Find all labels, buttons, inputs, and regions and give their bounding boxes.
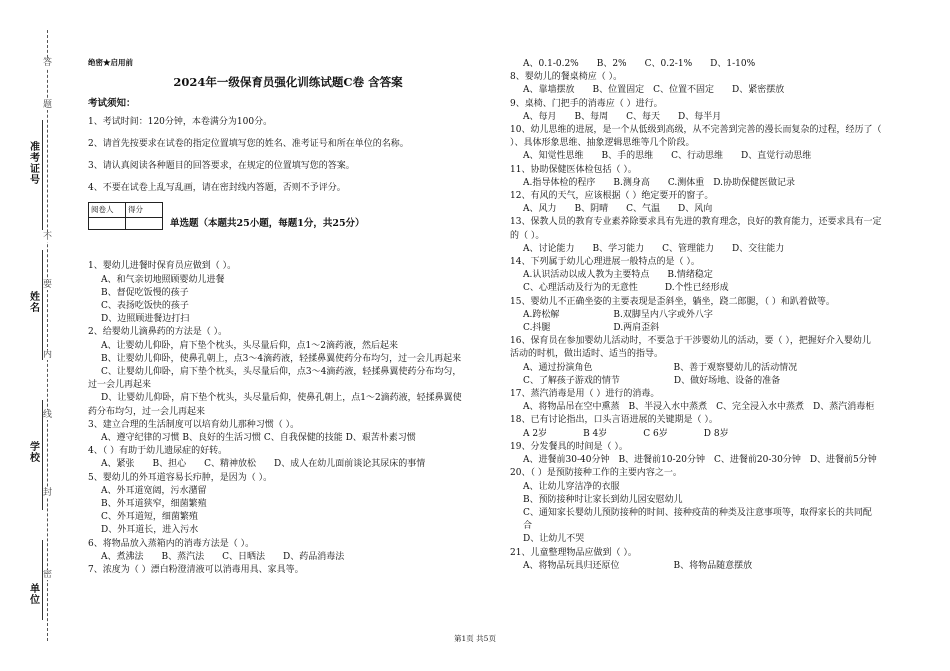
answer-option[interactable]: A、让婴幼儿仰卧，肩下垫个枕头，头尽量后仰，点1～2滴药液，然后起来 (101, 340, 398, 351)
question-block (88, 260, 488, 326)
answer-option[interactable]: B、督促吃饭慢的孩子 (101, 287, 189, 298)
question-list (88, 260, 488, 577)
option-continued: 过一会儿再起来 (88, 380, 152, 391)
question-stem: 9、桌椅、门把手的消毒应（ ）进行。 (510, 98, 663, 109)
name-field[interactable] (42, 250, 43, 360)
score-cell: 得分 (126, 203, 163, 217)
answer-option[interactable]: A、进餐前30-40分钟 B、进餐前10-20分钟 C、进餐前20-30分钟 D、进餐前5分钟 (523, 455, 877, 466)
question-block (510, 256, 935, 296)
section-title: 单选题（本题共25小题，每题1分，共25分） (170, 218, 365, 230)
question-block (510, 216, 935, 256)
option-continued: 合 (523, 521, 533, 532)
answer-option[interactable]: C、外耳道短，细菌繁殖 (101, 512, 198, 523)
page-title: 2024年一级保育员强化训练试题C卷 含答案 (173, 75, 403, 89)
page-footer: 第1页 共5页 (454, 634, 496, 643)
answer-option[interactable]: C.抖腿 D.两肩歪斜 (523, 323, 660, 334)
answer-option[interactable]: D、边照顾进餐边打扫 (101, 314, 190, 325)
score-input[interactable] (126, 217, 163, 229)
question-block (510, 58, 935, 71)
exam-number-field[interactable] (42, 120, 43, 230)
answer-option[interactable]: A、将物品玩具归还原位 B、将物品随意摆放 (523, 560, 753, 571)
unit-field[interactable] (42, 540, 43, 620)
question-block (88, 392, 488, 418)
answer-option[interactable]: A、每月 B、每周 C、每天 D、每半月 (523, 111, 722, 122)
exam-number-label: 准考证号 (30, 142, 40, 186)
seal-char: 要 (43, 280, 53, 290)
notice-item: 1、考试时间：120分钟，本卷满分为100分。 (88, 117, 273, 128)
secret-mark: 绝密★启用前 (88, 58, 133, 67)
seal-line (47, 30, 48, 641)
answer-option[interactable]: D、外耳道长，进入污水 (101, 525, 199, 536)
unit-label: 单位 (30, 584, 40, 606)
question-stem: 12、有风的天气，应该根据（ ）绝定要开的窗子。 (510, 191, 714, 202)
question-block (510, 164, 935, 190)
question-block (88, 472, 488, 538)
question-stem-continued: ）、具体形象思维、抽象逻辑思维等几个阶段。 (510, 138, 695, 149)
answer-option[interactable]: A.指导体检的程序 B.测身高 C.测体重 D.协助保健医做记录 (523, 177, 796, 188)
answer-option[interactable]: C、表扬吃饭快的孩子 (101, 301, 189, 312)
question-block (510, 98, 935, 124)
notice-item: 3、请认真阅读各种题目的回答要求，在规定的位置填写您的答案。 (88, 161, 355, 172)
answer-option[interactable]: A、通过扮演角色 B、善于观察婴幼儿的活动情况 (523, 362, 798, 373)
question-block (510, 441, 935, 467)
notice-item: 2、请首先按要求在试卷的指定位置填写您的姓名、准考证号和所在单位的名称。 (88, 139, 409, 150)
question-stem: 20、（ ）是预防接种工作的主要内容之一。 (510, 468, 682, 479)
seal-char: 内 (43, 350, 53, 360)
question-stem: 16、保育员在参加婴幼儿活动时，不要急于干涉婴幼儿的活动，要（ ），把握好介入婴幼儿 (510, 336, 871, 347)
answer-option[interactable]: A、外耳道宽阔，污水潴留 (101, 485, 207, 496)
question-stem: 2、给婴幼儿滴鼻药的方法是（ ）。 (88, 327, 228, 338)
reviewer-input[interactable] (89, 217, 126, 229)
question-stem-continued: 活动的时机，做出适时、适当的指导。 (510, 349, 664, 360)
answer-option[interactable]: A、遵守纪律的习惯 B、良好的生活习惯 C、自我保健的技能 D、艰苦朴素习惯 (101, 433, 416, 444)
name-label: 姓名 (30, 292, 40, 314)
section-header (88, 202, 488, 238)
seal-char: 不 (43, 232, 53, 242)
answer-option[interactable]: B、外耳道狭窄，细菌繁殖 (101, 499, 207, 510)
question-block (510, 547, 935, 573)
question-list (510, 58, 935, 573)
question-stem: 7、浓度为（ ）漂白粉澄清液可以消毒用具、家具等。 (88, 565, 304, 576)
binding-margin (0, 0, 70, 671)
answer-option[interactable]: A、风力 B、阴晴 C、气温 D、风向 (523, 204, 713, 215)
answer-option[interactable]: B、让婴幼儿仰卧，使鼻孔朝上，点3～4滴药液，轻揉鼻翼使药分布均匀，过一会儿再起来 (101, 353, 462, 364)
question-stem: 1、婴幼儿进餐时保育员应做到（ ）。 (88, 261, 237, 272)
seal-char: 密 (43, 570, 53, 580)
answer-option[interactable]: C、通知家长婴幼儿预防接种的时间、接种疫苗的种类及注意事项等，取得家长的共同配 (523, 507, 872, 518)
question-stem: 11、协助保健医体检包括（ ）。 (510, 164, 637, 175)
answer-option[interactable]: D、让幼儿不哭 (523, 534, 585, 545)
question-block (510, 467, 935, 546)
answer-option[interactable]: A 2岁 B 4岁 C 6岁 D 8岁 (523, 428, 729, 439)
question-stem: 17、蒸汽消毒是用（ ）进行的消毒。 (510, 389, 660, 400)
question-stem: 8、婴幼儿的餐桌椅应（ ）。 (510, 72, 623, 83)
question-block (510, 388, 935, 414)
question-stem: 5、婴幼儿的外耳道容易长疖肿，是因为（ ）。 (88, 472, 273, 483)
question-block (88, 564, 488, 577)
answer-option[interactable]: A、煮沸法 B、蒸汽法 C、日晒法 D、药品消毒法 (101, 551, 345, 562)
notice-title: 考试须知： (88, 98, 136, 110)
reviewer-cell: 阅卷人 (89, 203, 126, 217)
left-column (88, 58, 488, 577)
option-continued: 药分布均匀，过一会儿再起来 (88, 406, 206, 417)
answer-option[interactable]: B、预防接种时让家长到幼儿园安慰幼儿 (523, 494, 683, 505)
answer-option[interactable]: A、靠墙摆放 B、位置固定 C、位置不固定 D、紧密摆放 (523, 85, 785, 96)
answer-option[interactable]: A、知觉性思维 B、手的思维 C、行动思维 D、直觉行动思维 (523, 151, 812, 162)
question-block (510, 414, 935, 440)
seal-char: 封 (43, 488, 53, 498)
question-stem: 19、分发餐具的时间是（ ）。 (510, 441, 628, 452)
right-column (510, 58, 935, 573)
seal-char: 线 (43, 410, 53, 420)
question-block (510, 296, 935, 336)
question-block (510, 190, 935, 216)
question-stem: 6、将物品放入蒸箱内的消毒方法是（ ）。 (88, 538, 255, 549)
seal-char: 题 (43, 100, 53, 110)
school-field[interactable] (42, 400, 43, 510)
answer-option[interactable]: A、将物品吊在空中熏蒸 B、半浸入水中蒸煮 C、完全浸入水中蒸煮 D、蒸汽消毒柜 (523, 402, 875, 413)
question-block (88, 326, 488, 392)
answer-option[interactable]: A、0.1-0.2% B、2% C、0.2-1% D、1-10% (523, 59, 756, 69)
answer-option[interactable]: A、和气亲切地照顾婴幼儿进餐 (101, 274, 225, 285)
answer-option[interactable]: A、让幼儿穿洁净的衣服 (523, 481, 620, 492)
score-box (88, 202, 163, 229)
answer-option[interactable]: C、心理活动及行为的无意性 D.个性已经形成 (523, 283, 729, 294)
question-block (510, 335, 935, 388)
answer-option[interactable]: A.认识活动以成人教为主要特点 B.情绪稳定 (523, 270, 713, 281)
question-block (88, 445, 488, 471)
answer-option[interactable]: A.跨松解 B.双脚呈内八字或外八字 (523, 309, 713, 320)
answer-option[interactable]: C、让婴幼儿仰卧，肩下垫个枕头，头尽量后仰，点3～4滴药液，轻揉鼻翼使药分布均匀， (101, 367, 462, 378)
question-stem: 18、已有讨论指出，口头言语进展的关键期是（ ）。 (510, 415, 718, 426)
answer-option[interactable]: A、紧张 B、担心 C、精神放松 D、成人在幼儿面前谈论其尿床的事情 (101, 459, 426, 470)
question-stem-continued: 的（ ）。 (510, 230, 545, 241)
question-stem: 15、婴幼儿不正确坐姿的主要表现是歪斜坐，躺坐，跷二郎腿，（ ）和趴着做等。 (510, 296, 835, 307)
question-stem: 10、幼儿思维的进展，是一个从低级到高级，从不完善到完善的漫长而复杂的过程，经历了（ (510, 125, 882, 136)
school-label: 学校 (30, 442, 40, 464)
question-stem: 14、下列属于幼儿心理进展一般特点的是（ ）。 (510, 257, 700, 268)
question-block (510, 124, 935, 164)
seal-char: 答 (43, 58, 53, 68)
question-stem: 4、（ ）有助于幼儿遗尿症的好转。 (88, 446, 228, 457)
question-block (88, 419, 488, 445)
notice-item: 4、不要在试卷上乱写乱画，请在密封线内答题，否则不予评分。 (88, 183, 346, 194)
answer-option[interactable]: A、讨论能力 B、学习能力 C、管理能力 D、交往能力 (523, 243, 785, 254)
question-stem: 21、儿童整理物品应做到（ ）。 (510, 547, 637, 558)
question-block (88, 538, 488, 564)
question-block (510, 71, 935, 97)
answer-option[interactable]: D、让婴幼儿仰卧，肩下垫个枕头，头尽量后仰，使鼻孔朝上，点1～2滴药液，轻揉鼻翼使 (101, 393, 462, 404)
question-stem: 3、建立合理的生活制度可以培育幼儿那种习惯（ ）。 (88, 419, 300, 430)
question-stem: 13、保教人员的教育专业素养除要求具有先进的教育理念，良好的教育能力，还要求具有一定 (510, 217, 882, 228)
answer-option[interactable]: C、了解孩子游戏的情节 D、做好场地、设备的准备 (523, 375, 781, 386)
